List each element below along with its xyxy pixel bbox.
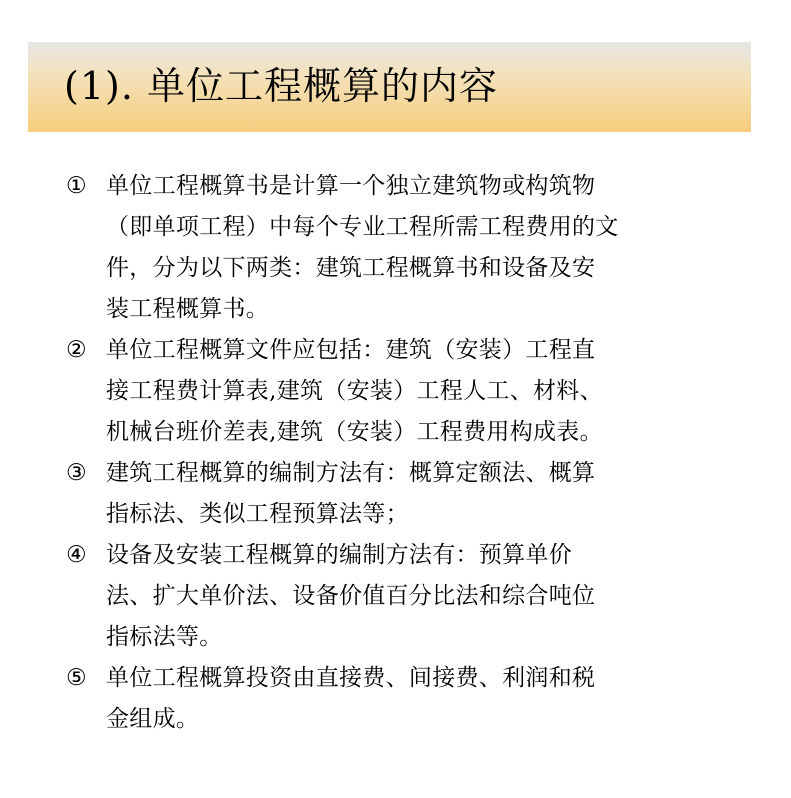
item-text: 单位工程概算书是计算一个独立建筑物或构筑物 （即单项工程）中每个专业工程所需工程费用的文 件，分为以下两类：建筑工程概算书和设备及安 装工程概算书。: [106, 173, 619, 322]
item-text: 设备及安装工程概算的编制方法有：预算单价 法、扩大单价法、设备价值百分比法和综合吨位 指标法等。: [106, 542, 596, 650]
item-number-marker: ②: [66, 337, 87, 363]
list-item: [66, 658, 706, 740]
title-band: [28, 42, 751, 132]
item-text: 单位工程概算文件应包括：建筑（安装）工程直 接工程费计算表,建筑（安装）工程人工、材料、 机械台班价差表,建筑（安装）工程费用构成表。: [106, 337, 603, 445]
item-text: 建筑工程概算的编制方法有：概算定额法、概算 指标法、类似工程预算法等；: [106, 460, 596, 527]
item-number-marker: ④: [66, 542, 87, 568]
list-item: [66, 330, 706, 453]
list-item: [66, 535, 706, 658]
list-item: [66, 166, 706, 330]
content-list: [66, 166, 706, 740]
item-number-marker: ①: [66, 173, 87, 199]
item-number-marker: ③: [66, 460, 87, 486]
list-item: [66, 453, 706, 535]
item-text: 单位工程概算投资由直接费、间接费、利润和税 金组成。: [106, 665, 596, 732]
page-title: (1). 单位工程概算的内容: [64, 64, 498, 108]
item-number-marker: ⑤: [66, 665, 87, 691]
